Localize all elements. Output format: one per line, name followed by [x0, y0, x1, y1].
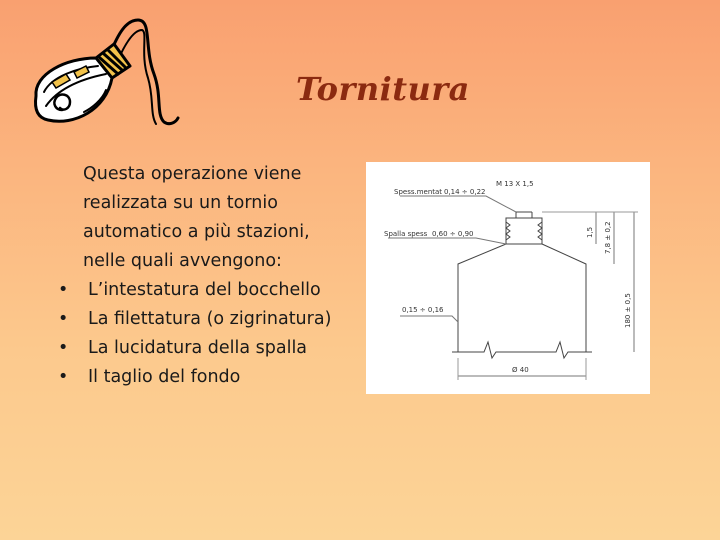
intro-line: realizzata su un tornio — [83, 193, 278, 213]
thread-marks — [506, 222, 542, 240]
shoulder-right — [542, 244, 586, 312]
intro-line: automatico a più stazioni, — [83, 222, 310, 242]
neck-label: Spess.mentat — [394, 188, 443, 196]
bullet-item — [56, 276, 356, 305]
slide-body — [56, 160, 356, 392]
bullet-dot: • — [58, 338, 69, 358]
vert-mid-label: 7,8 ± 0,2 — [604, 221, 612, 254]
vert-total-label: 180 ± 0,5 — [624, 293, 632, 328]
bullet-dot: • — [58, 367, 69, 387]
neck-value: 0,14 ÷ 0,22 — [444, 188, 486, 196]
vert-small-label: 1,5 — [586, 226, 594, 238]
wall-leader — [400, 316, 458, 322]
intro-line: Questa operazione viene — [83, 164, 302, 184]
intro-line: nelle quali avvengono: — [83, 251, 282, 271]
shoulder-left — [458, 244, 506, 312]
intro-paragraph — [56, 160, 316, 276]
bullet-item — [56, 305, 356, 334]
wall-value: 0,15 ÷ 0,16 — [402, 306, 444, 314]
neck-outline — [506, 218, 542, 244]
slide-title: Tornitura — [296, 70, 470, 108]
bullet-text: La filettatura (o zigrinatura) — [88, 309, 332, 329]
bullet-text: L’intestatura del bocchello — [88, 280, 321, 300]
bottle-neck-drawing — [366, 162, 650, 394]
bullet-dot: • — [58, 280, 69, 300]
bullet-text: Il taglio del fondo — [88, 367, 241, 387]
shoulder-label: Spalla spess — [384, 230, 428, 238]
bullet-text: La lucidatura della spalla — [88, 338, 308, 358]
shoulder-value: 0,60 ÷ 0,90 — [432, 230, 474, 238]
neck-leader — [400, 196, 516, 212]
thread-label: M 13 X 1,5 — [496, 180, 534, 188]
technical-drawing — [366, 162, 650, 394]
bullet-item — [56, 363, 356, 392]
shoulder-leader — [388, 238, 506, 244]
bullet-item — [56, 334, 356, 363]
break-line — [452, 342, 592, 358]
body-walls — [458, 312, 586, 352]
bullet-list — [56, 276, 356, 392]
bullet-dot: • — [58, 309, 69, 329]
diameter-label: Ø 40 — [512, 366, 529, 374]
paint-tube-icon — [26, 14, 186, 130]
